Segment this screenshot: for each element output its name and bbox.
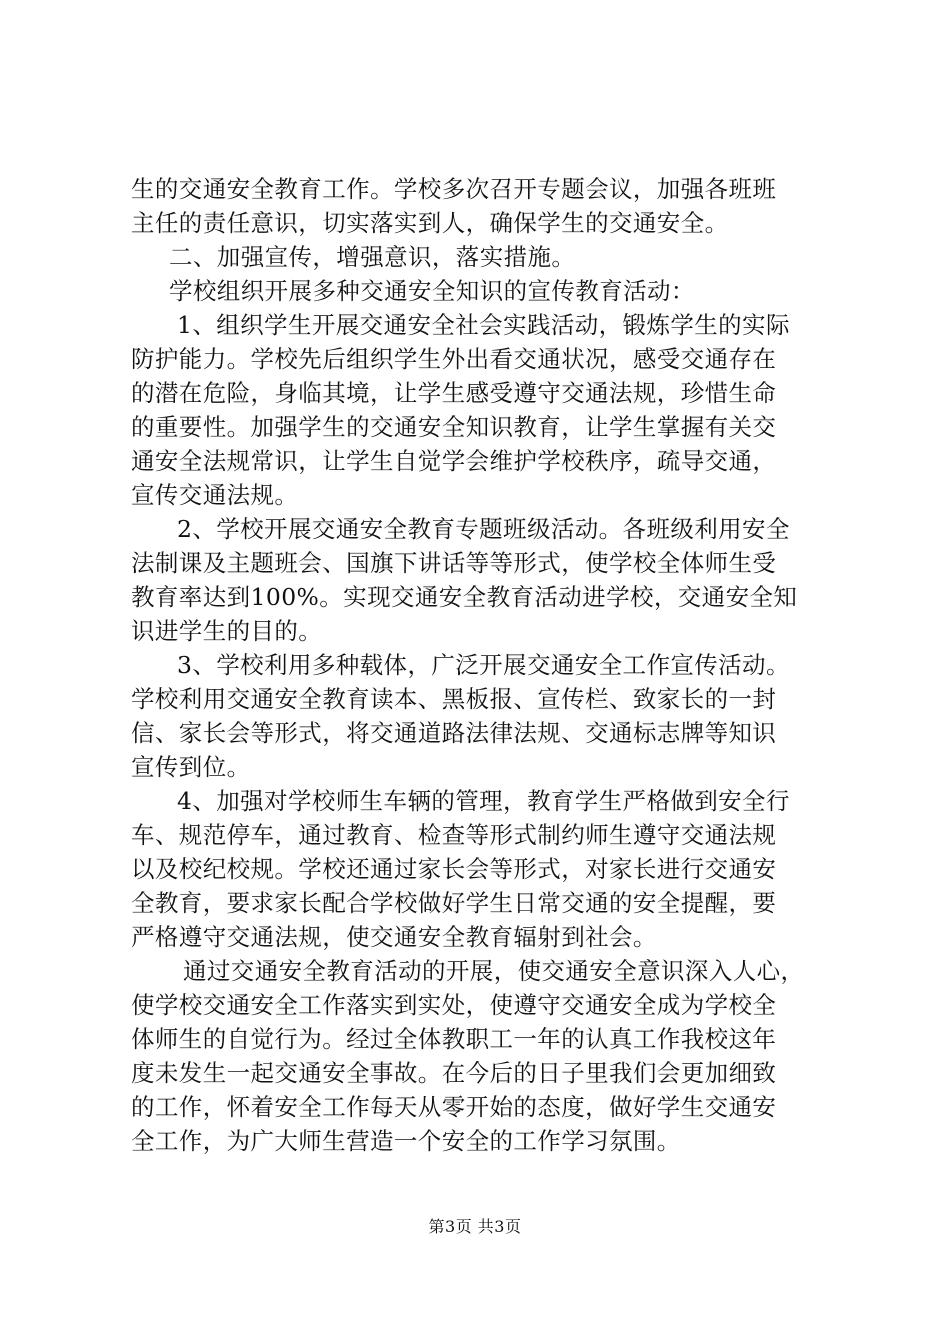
list-item-start: 1、组织学生开展交通安全社会实践活动，锻炼学生的实际 bbox=[177, 311, 790, 339]
text-line: 宣传交通法规。 bbox=[131, 481, 299, 509]
text-line: 学校利用交通安全教育读本、黑板报、宣传栏、致家长的一封 bbox=[131, 685, 777, 713]
text-line: 教育率达到100%。实现交通安全教育活动进学校，交通安全知 bbox=[131, 583, 798, 611]
text-line: 法制课及主题班会、国旗下讲话等等形式，使学校全体师生受 bbox=[131, 549, 777, 577]
text-line: 以及校纪校规。学校还通过家长会等形式，对家长进行交通安 bbox=[131, 855, 777, 883]
text-line: 严格遵守交通法规，使交通安全教育辐射到社会。 bbox=[131, 923, 657, 951]
text-line: 使学校交通安全工作落实到实处，使遵守交通安全成为学校全 bbox=[131, 991, 777, 1019]
section-heading: 二、加强宣传，增强意识，落实措施。 bbox=[169, 243, 576, 271]
page-number-footer: 第3页 共3页 bbox=[428, 1217, 522, 1236]
list-item-start: 4、加强对学校师生车辆的管理，教育学生严格做到安全行 bbox=[177, 787, 790, 815]
text-line: 的重要性。加强学生的交通安全知识教育，让学生掌握有关交 bbox=[131, 413, 777, 441]
text-line: 通安全法规常识，让学生自觉学会维护学校秩序，疏导交通， bbox=[131, 447, 777, 475]
text-line: 主任的责任意识，切实落实到人，确保学生的交通安全。 bbox=[131, 209, 729, 237]
list-item-start: 2、学校开展交通安全教育专题班级活动。各班级利用安全 bbox=[177, 515, 790, 543]
text-line: 车、规范停车，通过教育、检查等形式制约师生遵守交通法规 bbox=[131, 821, 777, 849]
text-line: 生的交通安全教育工作。学校多次召开专题会议，加强各班班 bbox=[131, 175, 777, 203]
paragraph-start: 通过交通安全教育活动的开展，使交通安全意识深入人心， bbox=[183, 957, 805, 985]
text-line: 的潜在危险，身临其境，让学生感受遵守交通法规，珍惜生命 bbox=[131, 379, 777, 407]
text-line: 学校组织开展多种交通安全知识的宣传教育活动： bbox=[169, 277, 695, 305]
list-item-start: 3、学校利用多种载体，广泛开展交通安全工作宣传活动。 bbox=[177, 651, 790, 679]
document-body bbox=[131, 172, 831, 1158]
text-line: 全工作，为广大师生营造一个安全的工作学习氛围。 bbox=[131, 1127, 681, 1155]
text-line: 的工作，怀着安全工作每天从零开始的态度，做好学生交通安 bbox=[131, 1093, 777, 1121]
text-line: 全教育，要求家长配合学校做好学生日常交通的安全提醒，要 bbox=[131, 889, 777, 917]
text-line: 识进学生的目的。 bbox=[131, 617, 323, 645]
text-line: 信、家长会等形式，将交通道路法律法规、交通标志牌等知识 bbox=[131, 719, 777, 747]
text-line: 体师生的自觉行为。经过全体教职工一年的认真工作我校这年 bbox=[131, 1025, 777, 1053]
text-line: 度未发生一起交通安全事故。在今后的日子里我们会更加细致 bbox=[131, 1059, 777, 1087]
text-line: 宣传到位。 bbox=[131, 753, 251, 781]
text-line: 防护能力。学校先后组织学生外出看交通状况，感受交通存在 bbox=[131, 345, 777, 373]
